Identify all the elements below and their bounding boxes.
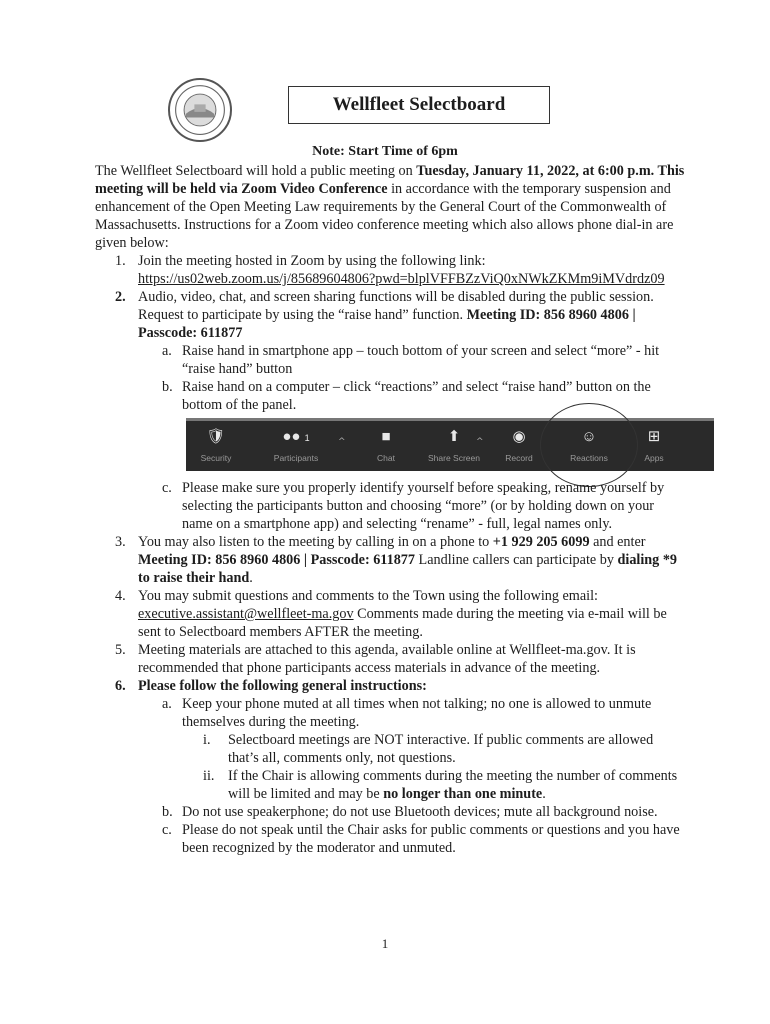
item-text: If the Chair is allowing comments during the meeting the number of comments will be limited and may be bbox=[228, 768, 678, 802]
share-screen-icon: ⬆ bbox=[447, 428, 461, 445]
item-number: 5. bbox=[115, 642, 126, 658]
item-text: Raise hand in smartphone app – touch bottom of your screen and select “more” - hit “raise hand” button bbox=[182, 343, 660, 377]
toolbar-label: Record bbox=[505, 453, 533, 463]
item-number: 2. bbox=[115, 289, 126, 305]
intro-bold: Tuesday, January 11, 2022, at 6:00 p.m. This meeting will be held via Zoom Video Conference bbox=[95, 163, 685, 197]
intro-text-2: in accordance with the temporary suspension and enhancement of the Open Meeting Law requirements by the General Court of the Commonwealth of Massachusetts. Instructions for a Zoom video conference meeting which also allows phone dial-in are given below: bbox=[95, 181, 674, 251]
intro-text-1: The Wellfleet Selectboard will hold a public meeting on bbox=[95, 163, 417, 179]
toolbar-participants bbox=[266, 427, 326, 467]
meeting-id-bold: Meeting ID: 856 8960 4806 | Passcode: 611877 bbox=[138, 552, 415, 568]
meeting-id-bold: Meeting ID: 856 8960 4806 | Passcode: 611877 bbox=[138, 307, 636, 341]
item-roman: ii. bbox=[203, 768, 215, 784]
item-number: 4. bbox=[115, 588, 126, 604]
toolbar-chat bbox=[356, 427, 416, 467]
item-text: Meeting materials are attached to this agenda, available online at Wellfleet-ma.gov. It is recommended that phone participants access materials in advance of the meeting. bbox=[138, 642, 636, 676]
shield-icon: 🛡 bbox=[206, 428, 226, 445]
list-item-2 bbox=[95, 288, 685, 342]
item-number: 6. bbox=[115, 678, 126, 694]
toolbar-security bbox=[186, 427, 246, 467]
list-item-5 bbox=[95, 641, 685, 677]
item-text: Raise hand on a computer – click “reactions” and select “raise hand” button on the bottom of the panel. bbox=[182, 379, 651, 413]
item-number: 3. bbox=[115, 534, 126, 550]
chat-icon: ■ bbox=[381, 428, 391, 445]
item-letter: a. bbox=[162, 696, 172, 712]
item-letter: b. bbox=[162, 379, 173, 395]
list-item-6 bbox=[95, 677, 685, 695]
item-text: Keep your phone muted at all times when not talking; no one is allowed to unmute themselves during the meeting. bbox=[182, 696, 652, 730]
item-text: Selectboard meetings are NOT interactive. If public comments are allowed that’s all, comments only, not questions. bbox=[228, 732, 654, 766]
page-title: Wellfleet Selectboard bbox=[332, 94, 506, 115]
zoom-toolbar-screenshot bbox=[186, 418, 714, 471]
time-limit-bold: no longer than one minute bbox=[383, 786, 543, 802]
instructions-heading: Please follow the following general instructions: bbox=[138, 678, 427, 694]
chevron-up-icon: ^ bbox=[338, 437, 346, 447]
participants-count: 1 bbox=[304, 433, 310, 443]
toolbar-label: Apps bbox=[644, 453, 664, 463]
apps-icon: ⊞ bbox=[647, 428, 661, 445]
toolbar-label: Participants bbox=[273, 453, 319, 463]
people-icon: ●● 1 bbox=[282, 428, 310, 445]
zoom-link[interactable]: https://us02web.zoom.us/j/85689604806?pwd=blplVFFBZzViQ0xNWkZKMm9iMVdrdz09 bbox=[138, 271, 665, 287]
item-text: . bbox=[249, 570, 253, 586]
item-number: 1. bbox=[115, 253, 126, 269]
dial-instruction: dialing *9 to raise their hand bbox=[138, 552, 678, 586]
list-item-6a bbox=[95, 695, 685, 731]
list-item-6a-i bbox=[95, 731, 685, 767]
note-heading: Note: Start Time of 6pm bbox=[312, 144, 458, 159]
item-text: Please make sure you properly identify yourself before speaking, rename yourself by selecting the participants button and choosing “more” (or by holding down on your name on a smartphone app) and selecting “rename” - full, legal names only. bbox=[182, 480, 665, 532]
town-seal-icon bbox=[168, 78, 232, 142]
item-text: Join the meeting hosted in Zoom by using the following link: bbox=[138, 253, 486, 269]
page-number: 1 bbox=[381, 936, 389, 951]
item-letter: c. bbox=[162, 480, 172, 496]
item-letter: c. bbox=[162, 822, 172, 838]
item-text: . bbox=[542, 786, 546, 802]
email-link[interactable]: executive.assistant@wellfleet-ma.gov bbox=[138, 606, 354, 622]
item-letter: b. bbox=[162, 804, 173, 820]
item-text: You may submit questions and comments to the Town using the following email: bbox=[138, 588, 598, 604]
list-item-1 bbox=[95, 252, 685, 288]
item-text: You may also listen to the meeting by calling in on a phone to bbox=[138, 534, 493, 550]
list-item-4 bbox=[95, 587, 685, 641]
toolbar-label: Share Screen bbox=[428, 453, 480, 463]
list-item-2c bbox=[95, 479, 685, 533]
chevron-up-icon: ^ bbox=[476, 437, 484, 447]
list-item-3 bbox=[95, 533, 685, 587]
list-item-2a bbox=[95, 342, 685, 378]
item-text: Comments made during the meeting via e-mail will be sent to Selectboard members AFTER the meeting. bbox=[138, 606, 667, 640]
record-icon: ◉ bbox=[512, 428, 526, 445]
item-text: Audio, video, chat, and screen sharing functions will be disabled during the public session. Request to participate by using the “raise hand” function. bbox=[138, 289, 654, 323]
list-item-6c bbox=[95, 821, 685, 857]
toolbar-share-screen bbox=[424, 427, 484, 467]
list-item-6b bbox=[95, 803, 685, 821]
item-roman: i. bbox=[203, 732, 211, 748]
toolbar-label: Chat bbox=[377, 453, 395, 463]
toolbar-label: Reactions bbox=[570, 453, 608, 463]
item-letter: a. bbox=[162, 343, 172, 359]
title-box bbox=[288, 86, 550, 124]
item-text: Please do not speak until the Chair asks for public comments or questions and you have been recognized by the moderator and unmuted. bbox=[182, 822, 680, 856]
item-text: and enter bbox=[589, 534, 646, 550]
item-text: Do not use speakerphone; do not use Bluetooth devices; mute all background noise. bbox=[182, 804, 658, 820]
toolbar-label: Security bbox=[200, 453, 232, 463]
intro-paragraph bbox=[95, 162, 685, 252]
hand-drawn-circle bbox=[540, 403, 638, 487]
document-body bbox=[95, 162, 685, 857]
reactions-icon: ☺ bbox=[581, 428, 597, 445]
list-item-6a-ii bbox=[95, 767, 685, 803]
phone-number: +1 929 205 6099 bbox=[492, 534, 590, 550]
item-text: Landline callers can participate by bbox=[415, 552, 618, 568]
